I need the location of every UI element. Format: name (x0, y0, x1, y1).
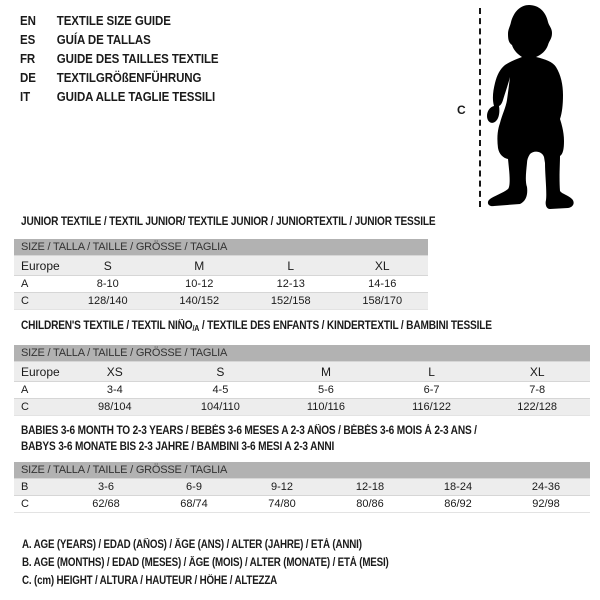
size-cell: 3-4 (106, 384, 123, 396)
size-cell: 98/104 (97, 401, 132, 413)
height-label-c: C (457, 103, 466, 117)
size-cell: XS (106, 364, 123, 379)
title-text: CHILDREN'S TEXTILE / TEXTIL NIÑO (21, 320, 193, 332)
size-cell: 24-36 (531, 481, 561, 493)
size-cell: 74/80 (268, 498, 296, 510)
table-row (14, 255, 428, 275)
table-row (14, 478, 590, 495)
size-cell: 8-10 (96, 278, 119, 290)
junior-size-table (14, 239, 428, 310)
baby-silhouette (482, 3, 578, 211)
size-cell: 110/116 (306, 401, 346, 413)
language-label: GUIDE DES TAILLES TEXTILE (56, 52, 219, 66)
size-cell: L (428, 364, 435, 379)
language-label: TEXTILE SIZE GUIDE (56, 14, 171, 28)
legend-note-a: A. AGE (YEARS) / EDAD (AÑOS) / ÂGE (ANS) / ALTER (JAHRE) / ETÀ (ANNI) (22, 539, 362, 551)
row-label: Europe (21, 258, 60, 273)
section-children (14, 320, 590, 416)
row-label: C (21, 498, 29, 510)
size-header-band: SIZE / TALLA / TAILLE / GRÖSSE / TAGLIA (14, 239, 428, 255)
table-row (14, 292, 428, 309)
size-cell: 122/128 (517, 401, 558, 413)
row-label: A (21, 278, 29, 290)
section-title-babies (14, 423, 521, 455)
size-cell: 6-7 (423, 384, 440, 396)
size-cell: 140/152 (179, 295, 220, 307)
legend-note-c: C. (cm) HEIGHT / ALTURA / HAUTEUR / HÖHE / ALTEZZA (22, 575, 278, 587)
row-label: Europe (21, 364, 60, 379)
size-header-band: SIZE / TALLA / TAILLE / GRÖSSE / TAGLIA (14, 345, 590, 361)
size-cell: 86/92 (444, 498, 472, 510)
title-line: BABIES 3-6 MONTH TO 2-3 YEARS / BEBÉS 3-6 MESES A 2-3 AÑOS / BÉBÉS 3-6 MOIS À 2-3 ANS / (21, 425, 477, 437)
size-cell: 128/140 (87, 295, 128, 307)
section-babies (14, 423, 590, 513)
language-row (20, 88, 219, 107)
size-cell: M (320, 364, 331, 379)
language-row (20, 12, 219, 31)
size-cell: S (216, 364, 225, 379)
size-cell: 12-13 (276, 278, 305, 290)
size-cell: 18-24 (443, 481, 473, 493)
section-title-junior: JUNIOR TEXTILE / TEXTIL JUNIOR/ TEXTILE JUNIOR / JUNIORTEXTIL / JUNIOR TESSILE (21, 216, 436, 228)
size-cell: M (194, 258, 205, 273)
row-label: A (21, 384, 29, 396)
language-code: EN (20, 14, 36, 28)
size-cell: S (103, 258, 112, 273)
row-label: C (21, 295, 29, 307)
size-cell: 14-16 (368, 278, 397, 290)
table-row (14, 361, 590, 381)
title-line: BABYS 3-6 MONATE BIS 2-3 JAHRE / BAMBINI 3-6 MESI A 2-3 ANNI (21, 441, 335, 453)
size-cell: 12-18 (355, 481, 385, 493)
size-cell: 7-8 (529, 384, 546, 396)
language-title-block (20, 12, 219, 107)
size-cell: 80/86 (356, 498, 384, 510)
size-header-band: SIZE / TALLA / TAILLE / GRÖSSE / TAGLIA (14, 462, 590, 478)
language-code: DE (20, 71, 36, 85)
children-size-table (14, 345, 590, 416)
size-cell: 4-5 (212, 384, 229, 396)
language-code: IT (20, 90, 31, 104)
table-row (14, 381, 590, 398)
title-subscript: /A (192, 324, 200, 333)
legend-notes (22, 536, 453, 590)
language-label: GUÍA DE TALLAS (56, 33, 151, 47)
size-cell: 152/158 (270, 295, 311, 307)
table-row (14, 398, 590, 415)
size-cell: 5-6 (318, 384, 334, 396)
size-cell: 3-6 (98, 481, 114, 493)
language-label: GUIDA ALLE TAGLIE TESSILI (56, 90, 216, 104)
size-cell: 9-12 (270, 481, 294, 493)
language-row (20, 50, 219, 69)
language-code: ES (20, 33, 36, 47)
row-label: B (21, 481, 29, 493)
language-label: TEXTILGRÖßENFÜHRUNG (56, 71, 202, 85)
table-row (14, 495, 590, 512)
size-cell: 158/170 (362, 295, 403, 307)
size-cell: L (287, 258, 295, 273)
size-cell: 68/74 (180, 498, 208, 510)
size-cell: 62/68 (92, 498, 120, 510)
size-cell: 6-9 (186, 481, 202, 493)
babies-size-table (14, 462, 590, 513)
title-text: / TEXTILE DES ENFANTS / KINDERTEXTIL / BAMBINI TESSILE (199, 320, 492, 332)
size-cell: XL (374, 258, 390, 273)
row-label: C (21, 401, 29, 413)
height-dashed-line (479, 8, 481, 207)
size-cell: 10-12 (185, 278, 214, 290)
language-code: FR (20, 52, 36, 66)
table-row (14, 275, 428, 292)
size-cell: 104/110 (200, 401, 240, 413)
size-cell: XL (529, 364, 545, 379)
size-cell: 116/122 (412, 401, 452, 413)
language-row (20, 31, 219, 50)
section-junior (14, 216, 493, 310)
section-title-children (14, 320, 521, 335)
size-cell: 92/98 (532, 498, 560, 510)
language-row (20, 69, 219, 88)
legend-note-b: B. AGE (MONTHS) / EDAD (MESES) / ÂGE (MOIS) / ALTER (MONATE) / ETÀ (MESI) (22, 557, 389, 569)
